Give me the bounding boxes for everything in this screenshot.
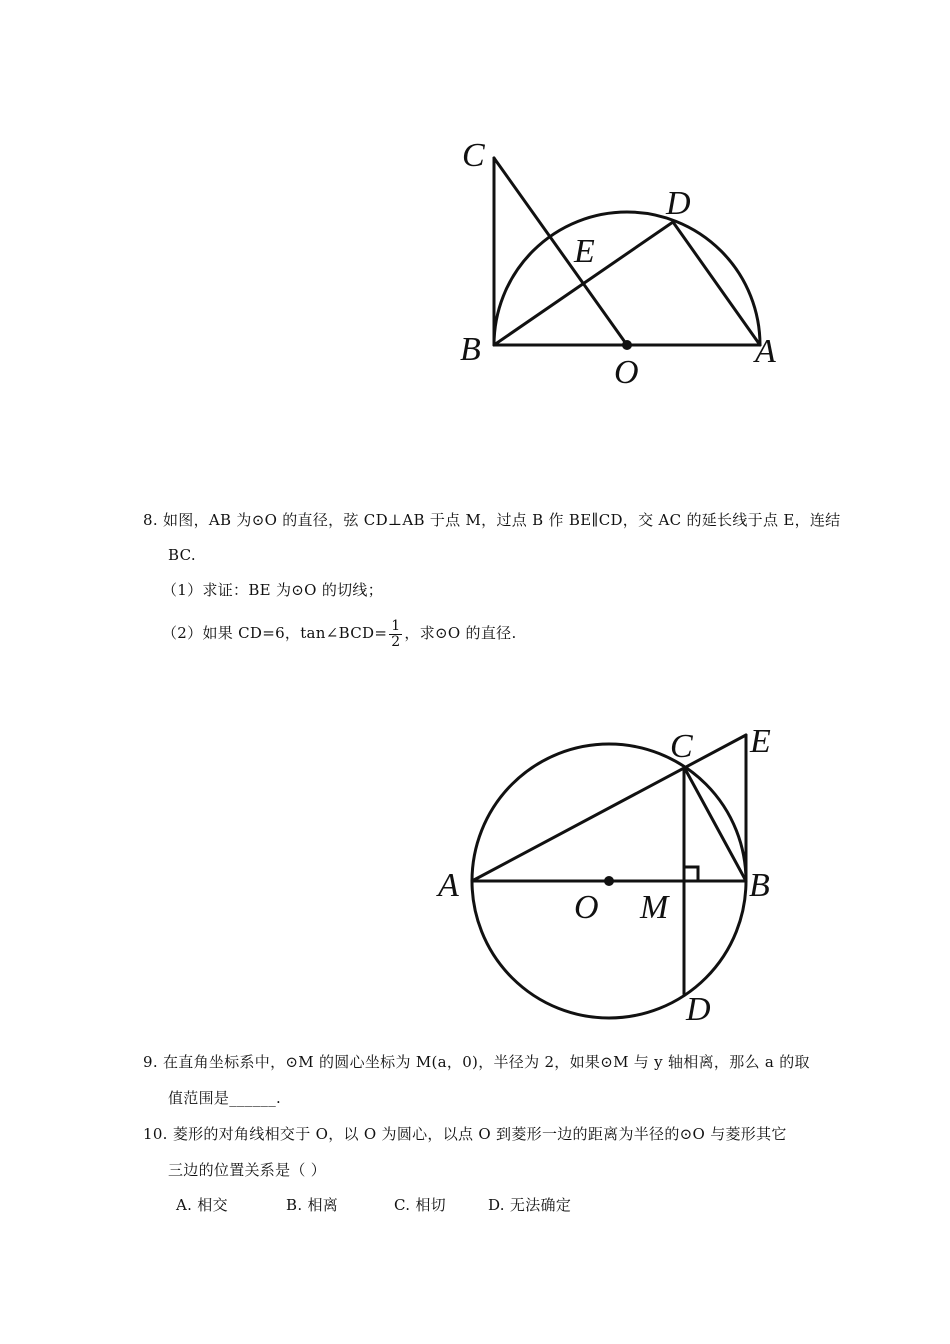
fraction-numerator: 1 xyxy=(391,617,401,634)
label-D: D xyxy=(686,991,711,1028)
label-C: C xyxy=(462,137,485,174)
point-O xyxy=(604,876,614,886)
q10-line1: 10. 菱形的对角线相交于 O，以 O 为圆心，以点 O 到菱形一边的距离为半径的⊙O 与菱形其它 xyxy=(143,1125,787,1143)
label-O: O xyxy=(574,889,599,926)
label-B: B xyxy=(460,331,481,368)
q10-line2: 三边的位置关系是（ ） xyxy=(168,1161,327,1179)
label-A: A xyxy=(755,333,776,370)
right-angle-mark xyxy=(684,867,698,881)
q8-sub2 xyxy=(162,618,517,650)
q8-line2: BC. xyxy=(168,546,196,564)
q9-line1: 9. 在直角坐标系中，⊙M 的圆心坐标为 M(a，0)，半径为 2，如果⊙M 与 y 轴相离，那么 a 的取 xyxy=(143,1053,810,1071)
label-E: E xyxy=(750,723,771,760)
label-O: O xyxy=(614,354,639,391)
q8-sub2-after: ，求⊙O 的直径. xyxy=(404,624,517,642)
figure-circle xyxy=(430,715,800,1030)
segment-DA xyxy=(673,222,760,345)
q8-sub2-before: （2）如果 CD=6，tan∠BCD= xyxy=(162,624,388,642)
label-E: E xyxy=(574,233,595,270)
q10-option-a: A. 相交 xyxy=(176,1196,228,1214)
q10-option-d: D. 无法确定 xyxy=(488,1196,572,1214)
q10-option-b: B. 相离 xyxy=(286,1196,339,1214)
label-M: M xyxy=(640,889,669,926)
segment-CB xyxy=(684,767,746,881)
label-C: C xyxy=(670,728,693,765)
label-D: D xyxy=(666,185,691,222)
q8-line1: 8. 如图，AB 为⊙O 的直径，弦 CD⊥AB 于点 M，过点 B 作 BE∥CD，交 AC 的延长线于点 E，连结 xyxy=(143,511,841,529)
label-A: A xyxy=(438,867,459,904)
segment-CO xyxy=(494,158,627,345)
label-B: B xyxy=(749,867,770,904)
q10-option-c: C. 相切 xyxy=(394,1196,446,1214)
fraction-one-half xyxy=(389,619,402,650)
q8-sub1: （1）求证：BE 为⊙O 的切线； xyxy=(162,581,384,599)
fraction-denominator: 2 xyxy=(391,633,401,650)
semicircle-arc xyxy=(494,212,760,345)
point-O xyxy=(622,340,632,350)
q9-line2: 值范围是______. xyxy=(168,1089,282,1107)
figure-semicircle xyxy=(440,125,800,405)
